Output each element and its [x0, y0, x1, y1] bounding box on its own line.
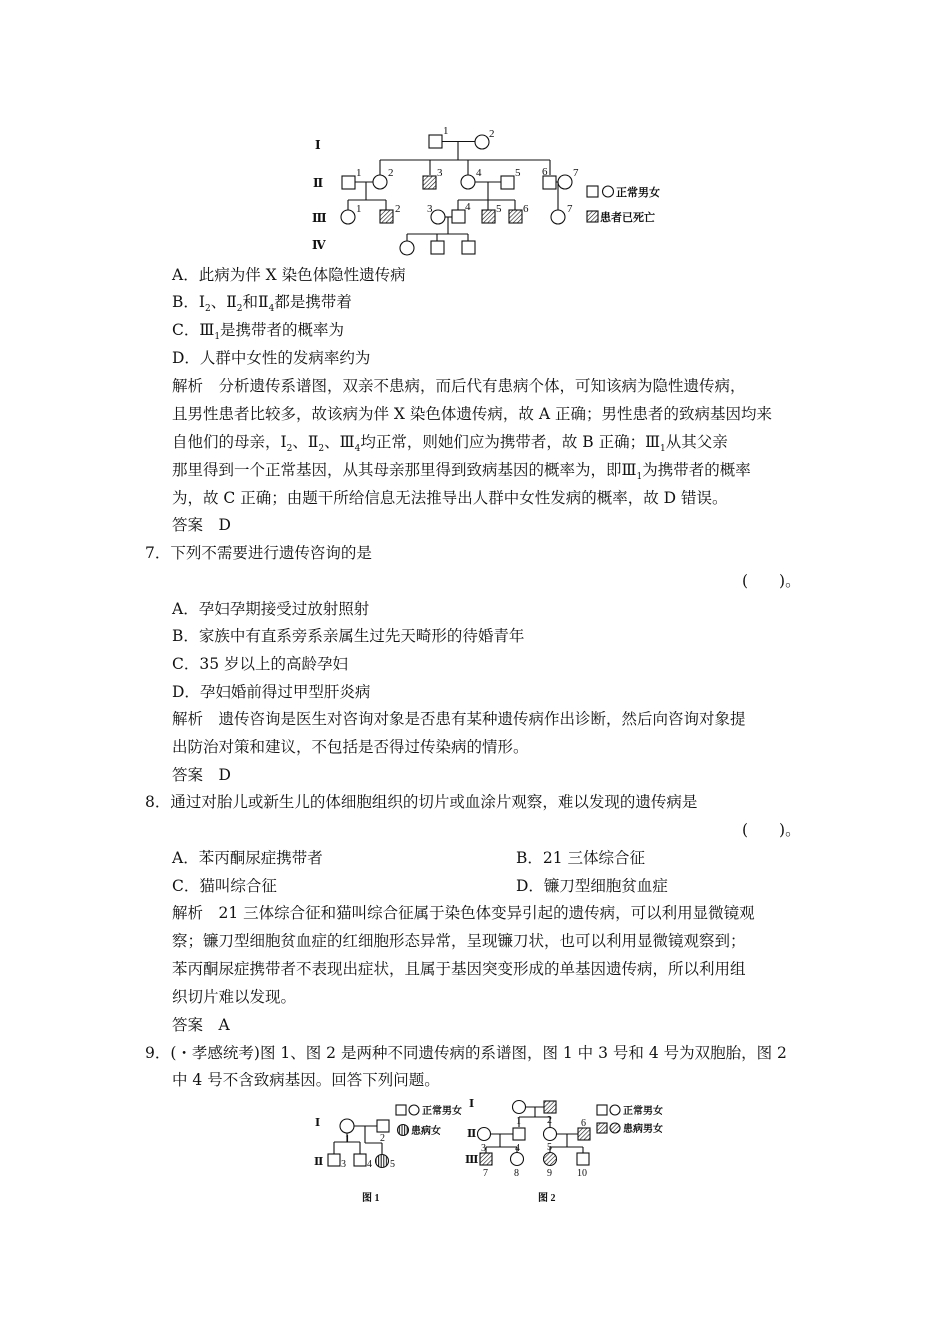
- fig1-gen-label-II: Ⅱ: [314, 1156, 324, 1168]
- num-II-3: 3: [437, 167, 443, 179]
- q6-answer: 答案 D: [172, 516, 231, 534]
- fig2-num-7: 7: [483, 1168, 488, 1179]
- person-I-1: [429, 135, 442, 148]
- q6-option-b: [172, 292, 352, 315]
- fig2-person-III-7: [480, 1153, 492, 1165]
- text: 那里得到一个正常基因，从其母亲那里得到致病基因的概率为，即Ⅲ: [172, 461, 637, 479]
- fig2-person-III-10: [577, 1153, 589, 1165]
- num-III-2: 2: [395, 203, 401, 215]
- fig2-gen-label-III: Ⅲ: [465, 1154, 479, 1166]
- fig2-gen-label-II: Ⅱ: [467, 1128, 477, 1140]
- text: 自他们的母亲，Ⅰ: [172, 433, 287, 451]
- fig2-person-II-3: [478, 1128, 491, 1141]
- fig1-num-5: 5: [390, 1159, 395, 1170]
- person-III-6: [509, 210, 522, 223]
- fig2-num-8: 8: [514, 1168, 519, 1179]
- fig2-person-II-4: [513, 1128, 525, 1140]
- q8-analysis-line-2: 察；镰刀型细胞贫血症的红细胞形态异常，呈现镰刀状，也可以利用显微镜观察到；: [172, 932, 746, 950]
- person-III-2: [380, 210, 393, 223]
- text: 、Ⅱ: [292, 433, 319, 451]
- text: 是携带者的概率为: [220, 321, 345, 339]
- num-II-1: 1: [356, 167, 362, 179]
- fig2-num-10: 10: [577, 1168, 587, 1179]
- person-I-2: [475, 135, 489, 149]
- person-II-4: [461, 175, 475, 189]
- fig2-legend-sick-male: [597, 1123, 607, 1133]
- num-II-6: 6: [542, 166, 548, 178]
- text: 为携带者的概率: [642, 461, 751, 479]
- subscript: 4: [354, 444, 361, 454]
- pedigree-figure-top: [310, 120, 680, 260]
- text: 、Ⅲ: [324, 433, 355, 451]
- person-II-1: [342, 176, 355, 189]
- q8-analysis-line-3: 苯丙酮尿症携带者不表现出症状，且属于基因突变形成的单基因遗传病，所以利用组: [172, 960, 746, 978]
- q8-option-b: B．21 三体综合征: [516, 849, 646, 867]
- q6-analysis-line-4: [172, 460, 751, 483]
- fig2-person-I-1: [513, 1101, 526, 1114]
- fig2-person-II-6: [578, 1128, 590, 1140]
- q8-analysis-line-1: 解析 21 三体综合征和猫叫综合征属于染色体变异引起的遗传病，可以利用显微镜观: [172, 904, 755, 922]
- gen-label-I: Ⅰ: [315, 138, 321, 152]
- num-III-6: 6: [523, 203, 529, 215]
- q9-stem-line-2: 中 4 号不含致病基因。回答下列问题。: [172, 1071, 440, 1089]
- fig1-person-II-3: [328, 1154, 340, 1166]
- legend-male-symbol: [587, 186, 598, 197]
- fig2-person-II-5: [544, 1128, 557, 1141]
- person-IV-1: [400, 241, 414, 255]
- pedigree-figures-bottom: [310, 1095, 680, 1210]
- num-III-1: 1: [356, 203, 362, 215]
- subscript: 2: [318, 444, 325, 454]
- num-III-7: 7: [567, 203, 573, 215]
- fig2-num-9: 9: [547, 1168, 552, 1179]
- fig2-caption: 图 2: [538, 1193, 556, 1204]
- fig2-person-III-8: [511, 1153, 524, 1166]
- fig1-num-2: 2: [380, 1133, 385, 1144]
- person-II-5: [501, 176, 514, 189]
- text: 从其父亲: [665, 433, 728, 451]
- person-III-3: [431, 210, 445, 224]
- q7-option-b: B．家族中有直系旁系亲属生过先天畸形的待婚青年: [172, 627, 525, 645]
- q6-analysis-line-2: 且男性患者比较多，故该病为伴 X 染色体遗传病，故 A 正确；男性患者的致病基因均来: [172, 405, 772, 423]
- gen-label-IV: Ⅳ: [312, 238, 326, 252]
- fig1-num-1: 1: [345, 1134, 350, 1145]
- q6-option-d: D．人群中女性的发病率约为: [172, 349, 371, 367]
- fig2-person-I-2: [544, 1101, 556, 1113]
- fig2-legend-female: [610, 1105, 620, 1115]
- fig1-person-I-1: [340, 1119, 354, 1133]
- text: 、Ⅱ: [210, 293, 237, 311]
- fig2-num-3: 3: [481, 1143, 486, 1154]
- fig1-legend-sick-label: 患病女: [411, 1126, 441, 1137]
- fig2-num-5: 5: [547, 1142, 552, 1153]
- q6-analysis-line-5: 为，故 C 正确；由题干所给信息无法推导出人群中女性发病的概率，故 D 错误。: [172, 489, 728, 507]
- legend-dead-symbol: [587, 211, 598, 222]
- q8-option-d: D．镰刀型细胞贫血症: [516, 877, 668, 895]
- q7-answer-paren: ( )。: [742, 572, 801, 590]
- fig1-legend-normal-label: 正常男女: [422, 1106, 462, 1117]
- legend-female-symbol: [603, 186, 614, 197]
- q8-answer: 答案 A: [172, 1016, 230, 1034]
- num-I-2: 2: [489, 128, 495, 140]
- q6-option-a: A．此病为伴 X 染色体隐性遗传病: [172, 266, 406, 284]
- q7-option-d: D．孕妇婚前得过甲型肝炎病: [172, 683, 371, 701]
- q8-stem: 8．通过对胎儿或新生儿的体细胞组织的切片或血涂片观察，难以发现的遗传病是: [145, 793, 698, 811]
- text: 均正常，则她们应为携带者，故 B 正确；Ⅲ: [360, 433, 661, 451]
- person-III-1: [341, 210, 355, 224]
- person-III-5: [482, 210, 495, 223]
- text: 和Ⅱ: [242, 293, 269, 311]
- person-IV-3: [462, 241, 475, 254]
- person-II-2: [373, 175, 387, 189]
- fig1-num-3: 3: [341, 1159, 346, 1170]
- fig1-caption: 图 1: [362, 1193, 380, 1204]
- subscript: 2: [205, 304, 211, 314]
- q8-analysis-line-4: 织切片难以发现。: [172, 988, 297, 1006]
- num-III-3: 3: [427, 203, 433, 215]
- subscript: 1: [214, 332, 221, 342]
- q7-option-a: A．孕妇孕期接受过放射照射: [172, 600, 370, 618]
- q6-analysis-line-3: [172, 432, 728, 455]
- fig1-num-4: 4: [367, 1159, 372, 1170]
- gen-label-II: Ⅱ: [313, 176, 324, 190]
- q7-option-c: C．35 岁以上的高龄孕妇: [172, 655, 349, 673]
- subscript: 1: [660, 444, 666, 454]
- text: C．Ⅲ: [172, 321, 215, 339]
- fig1-person-I-2: [377, 1120, 389, 1132]
- q7-answer: 答案 D: [172, 766, 231, 784]
- fig2-legend-male: [597, 1105, 607, 1115]
- fig1-person-II-4: [354, 1154, 366, 1166]
- fig2-legend-normal-label: 正常男女: [623, 1106, 663, 1117]
- legend-dead-label: 患者已死亡: [600, 212, 655, 224]
- legend-normal-label: 正常男女: [616, 187, 660, 199]
- num-III-4: 4: [465, 201, 471, 213]
- fig1-gen-label-I: Ⅰ: [315, 1117, 321, 1129]
- gen-label-III: Ⅲ: [312, 211, 327, 225]
- fig2-num-4: 4: [515, 1143, 520, 1154]
- q9-stem-line-1: 9．(・孝感统考)图 1、图 2 是两种不同遗传病的系谱图，图 1 中 3 号和 4 号为双胞胎，图 2: [145, 1044, 787, 1062]
- q6-option-c: [172, 320, 344, 343]
- person-IV-2: [431, 241, 444, 254]
- fig1-legend-sick-female: [398, 1125, 409, 1136]
- q8-option-c: C．猫叫综合征: [172, 877, 277, 895]
- num-III-5: 5: [496, 203, 502, 215]
- q6-analysis-line-1: 解析 分析遗传系谱图，双亲不患病，而后代有患病个体，可知该病为隐性遗传病，: [172, 377, 746, 395]
- q7-analysis-line-2: 出防治对策和建议，不包括是否得过传染病的情形。: [172, 738, 529, 756]
- subscript: 2: [236, 304, 243, 314]
- fig2-num-6: 6: [581, 1118, 586, 1129]
- person-II-3: [423, 176, 436, 189]
- q7-analysis-line-1: 解析 遗传咨询是医生对咨询对象是否患有某种遗传病作出诊断，然后向咨询对象提: [172, 710, 746, 728]
- fig2-num-2: 2: [547, 1115, 552, 1126]
- fig2-gen-label-I: Ⅰ: [469, 1098, 475, 1110]
- fig1-person-II-5: [376, 1155, 389, 1168]
- fig2-num-1: 1: [516, 1116, 521, 1127]
- fig2-legend-sick-female: [610, 1123, 620, 1133]
- q8-answer-paren: ( )。: [742, 821, 801, 839]
- num-II-7: 7: [573, 167, 579, 179]
- subscript: 4: [268, 304, 275, 314]
- num-II-5: 5: [515, 167, 521, 179]
- fig2-person-III-9: [544, 1153, 557, 1166]
- text: B．Ⅰ: [172, 293, 206, 311]
- q7-stem: 7．下列不需要进行遗传咨询的是: [145, 544, 372, 562]
- person-II-7: [558, 175, 572, 189]
- q8-option-a: A．苯丙酮尿症携带者: [172, 849, 323, 867]
- person-III-7: [551, 210, 565, 224]
- fig2-legend-sick-label: 患病男女: [623, 1124, 663, 1135]
- num-I-1: 1: [443, 125, 449, 137]
- text: 都是携带着: [274, 293, 352, 311]
- num-II-2: 2: [388, 167, 394, 179]
- fig1-legend-male: [396, 1105, 406, 1115]
- subscript: 1: [636, 472, 643, 482]
- num-II-4: 4: [476, 167, 482, 179]
- fig1-legend-female: [409, 1105, 419, 1115]
- person-III-4: [452, 210, 465, 223]
- subscript: 2: [286, 444, 293, 454]
